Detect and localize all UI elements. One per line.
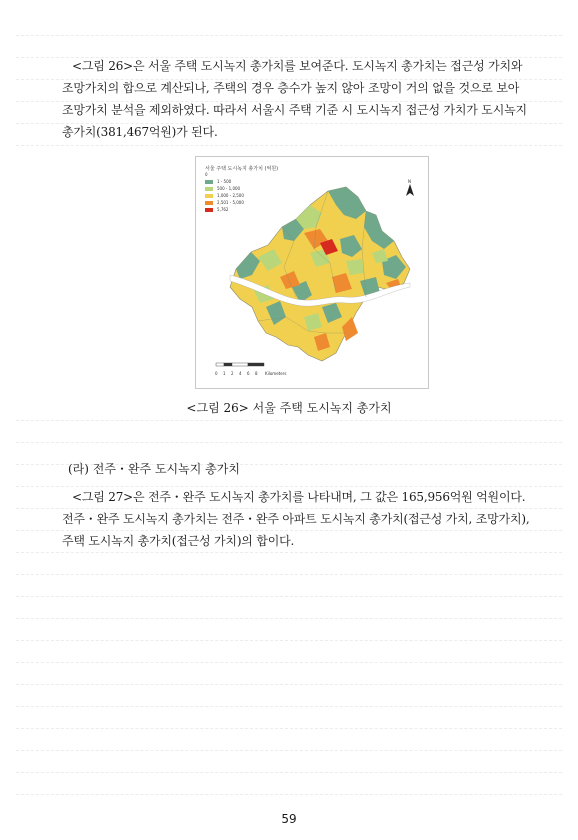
map-legend-title: 서울 주택 도시녹지 총가치 (억원) bbox=[205, 166, 279, 172]
legend-item bbox=[205, 207, 228, 212]
legend-swatch bbox=[205, 201, 213, 205]
paragraph-figure27-description: <그림 27>은 전주・완주 도시녹지 총가치를 나타내며, 그 값은 165,956억원 억원이다. 전주・완주 도시녹지 총가치는 전주・완주 아파트 도시녹지 총가치(접근성 가치, 조망가치), 주택 도시녹지 총가치(접근성 가치)의 합이다. bbox=[62, 490, 530, 548]
scale-label: 6 bbox=[247, 371, 250, 376]
legend-label: 500 - 1,000 bbox=[217, 186, 241, 191]
seoul-choropleth-map bbox=[196, 157, 430, 390]
north-label: N bbox=[408, 179, 411, 184]
legend-item bbox=[205, 179, 231, 184]
legend-swatch bbox=[205, 194, 213, 198]
legend-swatch bbox=[205, 187, 213, 191]
legend-item bbox=[205, 200, 244, 205]
scale-label: 2 bbox=[231, 371, 234, 376]
legend-item bbox=[205, 186, 240, 191]
legend-label: 1 - 500 bbox=[217, 179, 232, 184]
page-number: 59 bbox=[281, 812, 297, 826]
scale-label: 8 bbox=[255, 371, 258, 376]
paragraph-figure26-description: <그림 26>은 서울 주택 도시녹지 총가치를 보여준다. 도시녹지 총가치는 접근성 가치와 조망가치의 합으로 계산되나, 주택의 경우 층수가 높지 않아 조망이 거의 없을 것으로 보아 조망가치 분석을 제외하였다. 따라서 서울시 주택 기준 시 도시녹지 접근성 가치가 도시녹지 총가치(381,467억원)가 된다. bbox=[62, 59, 527, 139]
legend-label: 5,762 bbox=[217, 207, 229, 212]
scale-unit-label: Kilometers bbox=[265, 371, 287, 376]
seoul-map-figure bbox=[195, 156, 429, 389]
legend-label: 2,501 - 5,000 bbox=[217, 200, 244, 205]
north-arrow-icon bbox=[405, 179, 415, 197]
map-legend-zero-label: 0 bbox=[205, 172, 208, 177]
scale-label: 0 bbox=[215, 371, 218, 376]
legend-item bbox=[205, 193, 244, 198]
legend-swatch bbox=[205, 180, 213, 184]
legend-label: 1,000 - 2,500 bbox=[217, 193, 244, 198]
figure-caption: <그림 26> 서울 주택 도시녹지 총가치 bbox=[186, 401, 392, 415]
scale-label: 1 bbox=[223, 371, 226, 376]
section-subheading: (라) 전주・완주 도시녹지 총가치 bbox=[68, 462, 240, 476]
legend-swatch bbox=[205, 208, 213, 212]
scale-label: 4 bbox=[239, 371, 242, 376]
